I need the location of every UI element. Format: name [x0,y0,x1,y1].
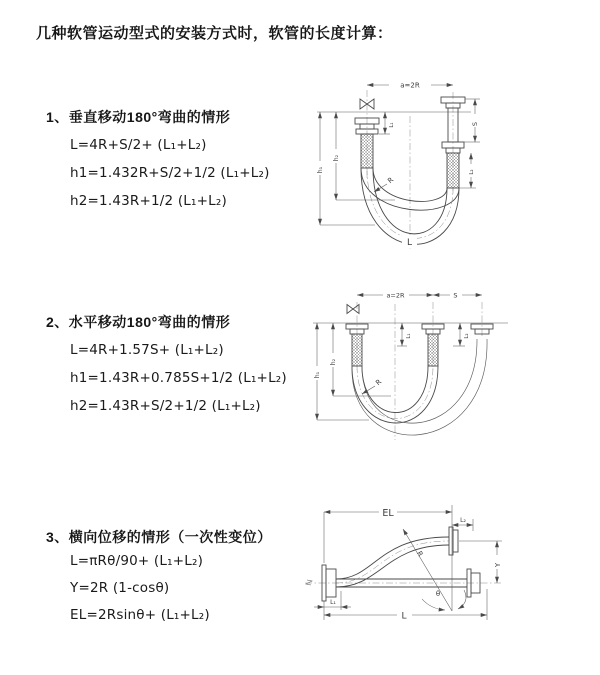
page-title: 几种软管运动型式的安装方式时，软管的长度计算： [36,25,393,42]
left-flange-assembly [355,118,379,168]
dimensions [314,505,502,622]
dim-label-l2: L₂ [469,169,475,175]
hose-wall [336,545,449,587]
dim-label-l1: L₁ [330,599,336,606]
section-1-heading: 1、垂直移动180°弯曲的情形 [46,109,231,125]
diagram-horizontal-180-bend [303,278,598,450]
dim-label-l2: L₂ [464,333,470,339]
dim-label-s: S [453,291,458,300]
section-2-formula-l: L=4R+1.57S+ (L₁+L₂) [70,342,224,358]
dim-label-s: S [471,121,479,127]
section-3-heading: 3、横向位移的情形（一次性变位） [46,529,272,545]
dim-label-l1: L₁ [389,122,395,128]
dim-label-r: R [386,175,396,186]
dim-label-h1: h₁ [314,371,321,379]
section-1-formula-h2: h2=1.43R+1/2 (L₁+L₂) [70,193,227,209]
section-1-formula-h1: h1=1.432R+S/2+1/2 (L₁+L₂) [70,165,270,181]
section-2-heading: 2、水平移动180°弯曲的情形 [46,314,231,330]
dim-label-a2r: a=2R [386,291,405,300]
section-3-formula-el: EL=2Rsinθ+ (L₁+L₂) [70,607,210,623]
section-1-formula-l: L=4R+S/2+ (L₁+L₂) [70,137,207,153]
braided-hose-section [361,134,373,168]
braided-hose-section [447,153,459,188]
centerline-break [306,580,312,585]
dim-label-el: EL [382,508,394,519]
braided-hose-section [352,334,362,366]
upper-flange [449,527,453,555]
hose-u-bend-position-2 [352,339,487,435]
dim-label-l1: L₁ [406,333,412,339]
dim-label-l: L [406,238,413,248]
dim-label-y: Y [494,562,502,568]
dim-label-h2: h₂ [333,154,340,162]
section-2-formula-h2: h2=1.43R+S/2+1/2 (L₁+L₂) [70,398,261,414]
dimensions [312,289,508,420]
braided-hose-section [428,334,438,366]
diagram-vertical-180-bend [303,68,598,258]
section-3-formula-y: Y=2R (1-cosθ) [70,580,170,596]
diagram-lateral-displacement [297,497,600,660]
dim-label-r: R [415,549,425,559]
dim-label-a2r: a=2R [400,81,420,90]
dim-label-l2: L₂ [460,517,466,524]
section-2-formula-h1: h1=1.43R+0.785S+1/2 (L₁+L₂) [70,370,287,386]
dim-label-r: R [374,377,384,388]
upper-flange-hub [453,530,458,552]
hose-u-bend [361,168,459,244]
hose-wall [336,537,449,579]
dim-label-theta: θ [435,590,441,598]
pipe-and-hose [322,527,480,601]
section-3-formula-l: L=πRθ/90+ (L₁+L₂) [70,553,204,569]
dim-label-h1: h₁ [317,166,324,174]
hose-centerline [336,541,449,583]
dim-label-h2: h₂ [330,358,337,366]
dim-label-l: L [401,611,407,622]
